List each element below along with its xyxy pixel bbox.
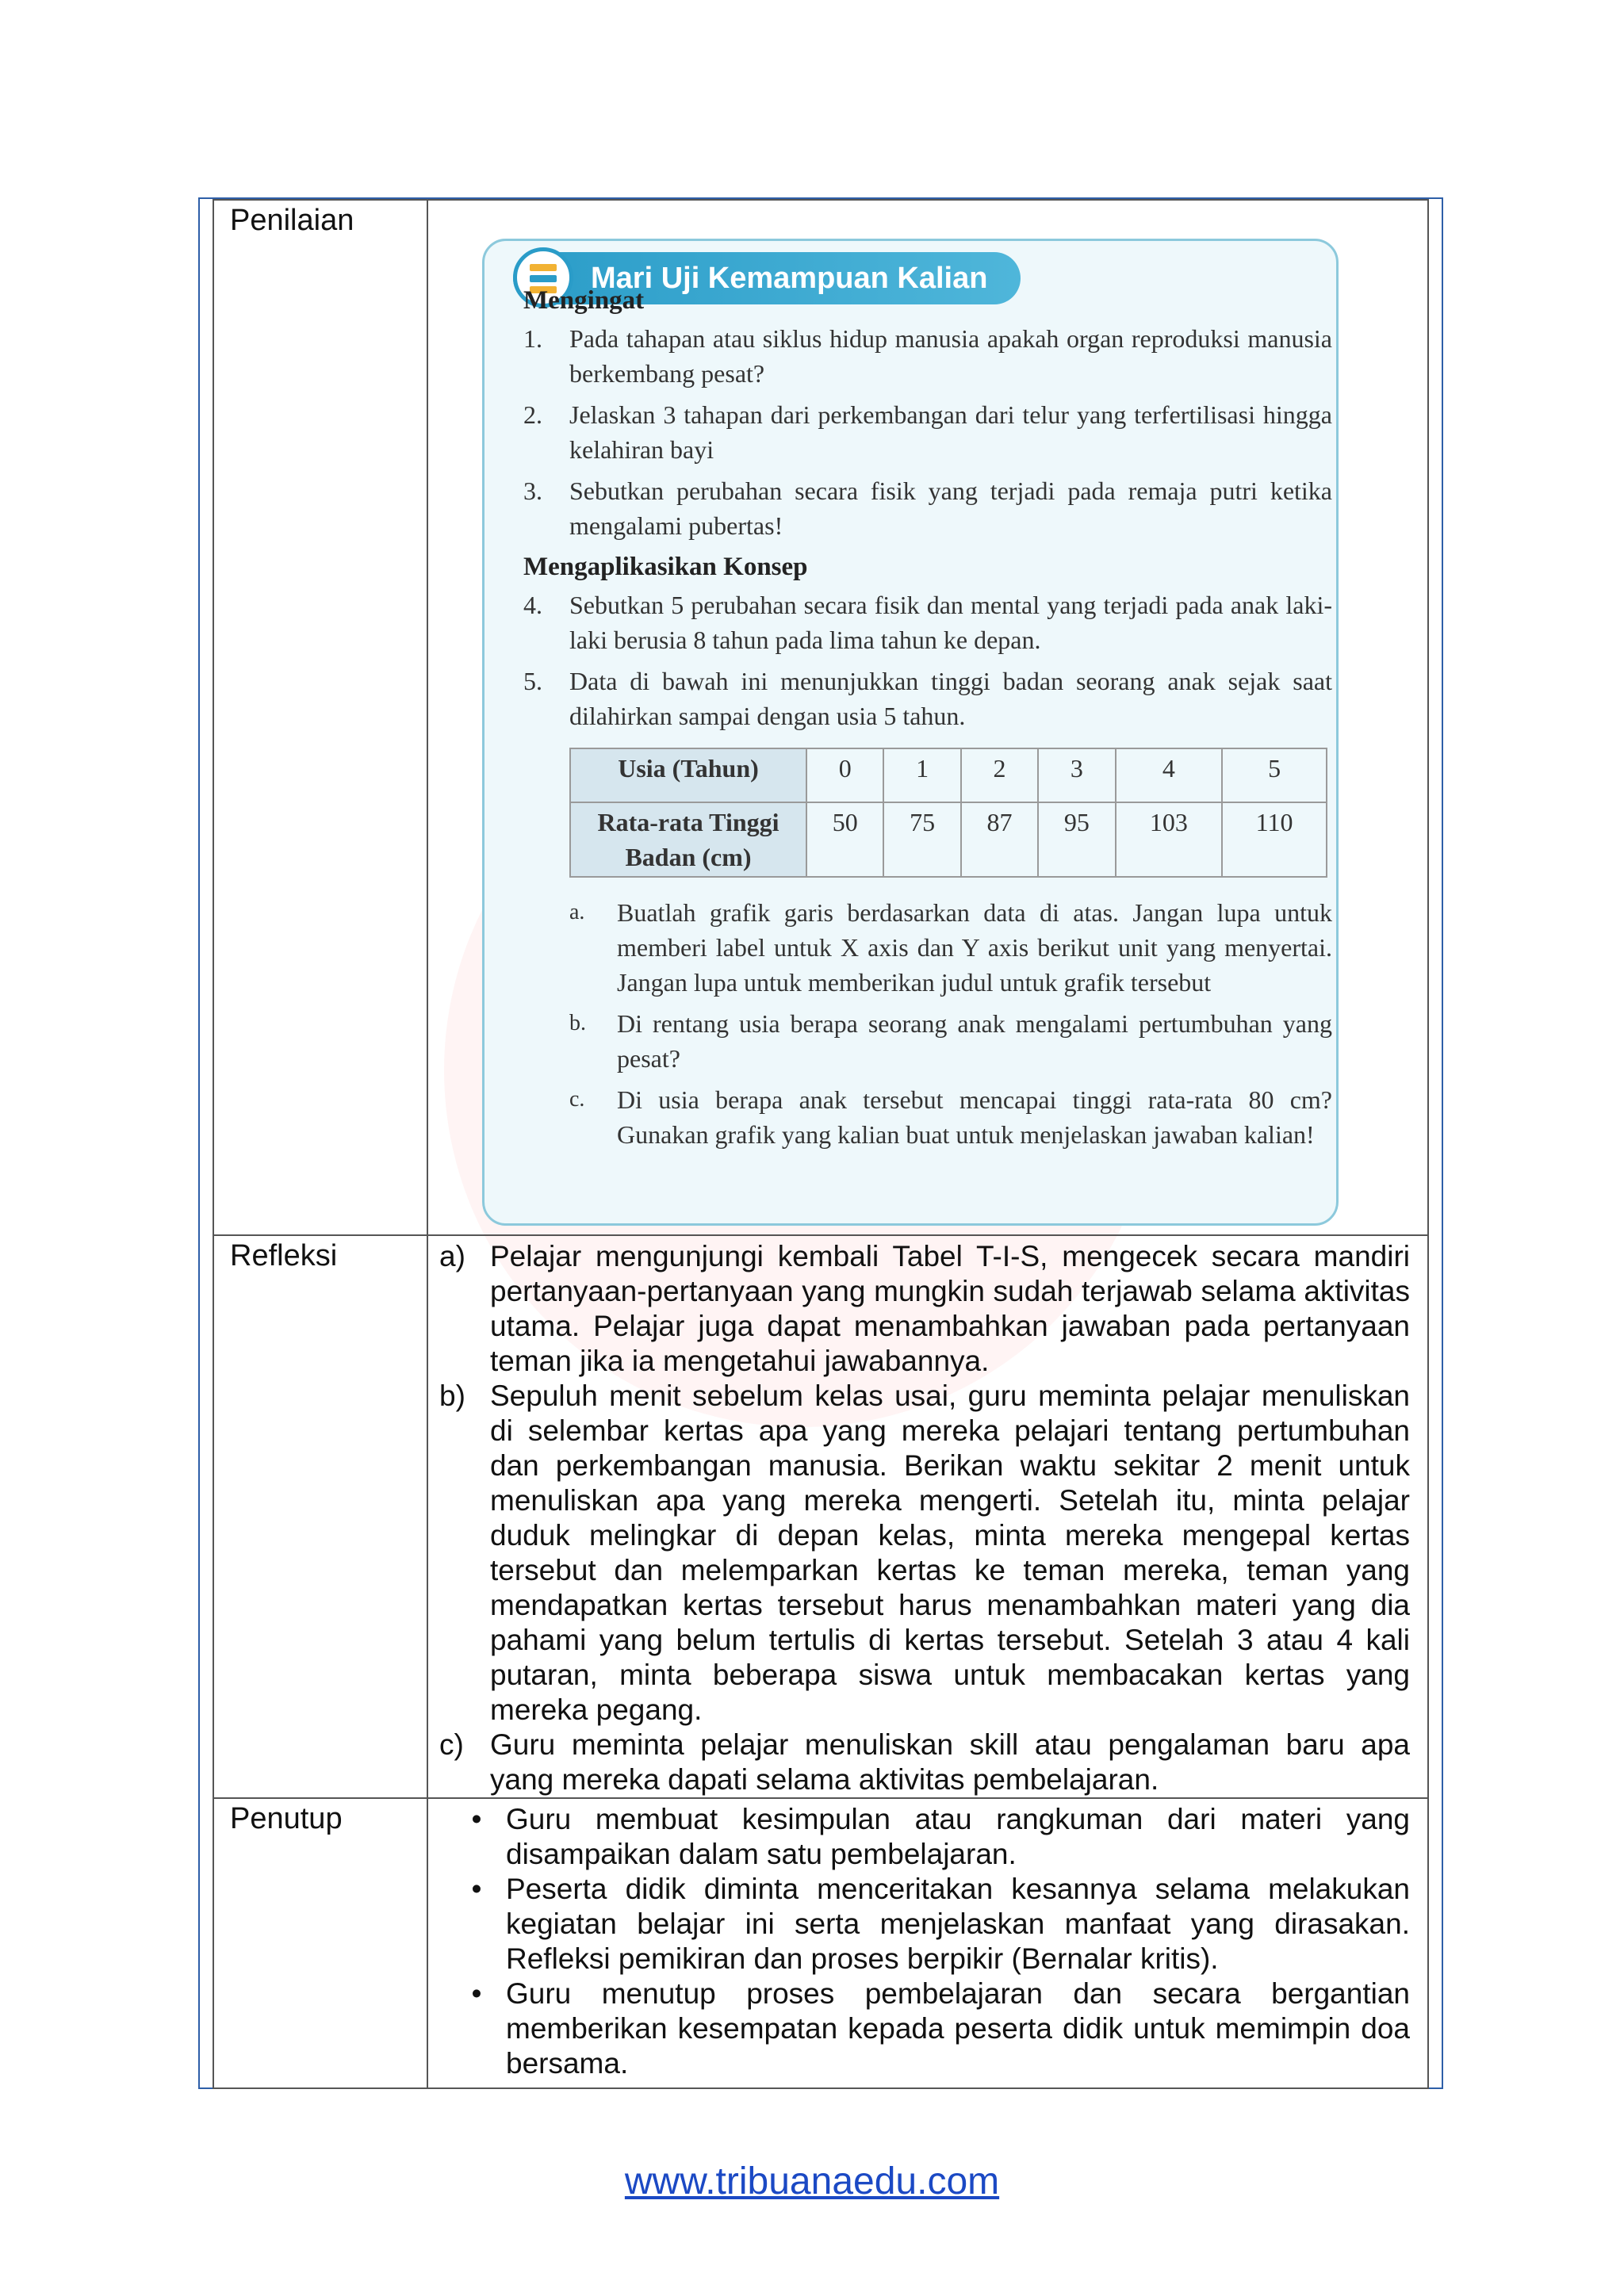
row-penilaian [213, 200, 1428, 1235]
question-2 [523, 397, 1332, 467]
bullet-icon: • [471, 1873, 482, 1905]
table-cell: 50 [806, 802, 883, 877]
question-text: Data di bawah ini menunjukkan tinggi badan seorang anak sejak saat dilahirkan sampai dengan usia 5 tahun. [569, 667, 1332, 730]
question-1 [523, 321, 1332, 391]
item-text: Sepuluh menit sebelum kelas usai, guru meminta pelajar menuliskan di selembar kertas apa yang mereka pelajari tentang pertumbuhan dan perkembangan manusia. Berikan waktu sekitar 2 menit untuk menuliskan apa yang mereka mengerti. Setelah itu, minta pelajar duduk melingkar di depan kelas, minta mereka mengepal kertas tersebut dan melemparkan kertas ke teman mereka, teman yang mendapatkan kertas tersebut harus menambahkan materi yang dia pahami yang belum tertulis di kertas tersebut. Setelah 3 atau 4 kali putaran, minta beberapa siswa untuk membacakan kertas yang mereka pegang. [490, 1380, 1410, 1726]
table-header-height: Rata-rata Tinggi Badan (cm) [570, 802, 806, 877]
question-text: Sebutkan 5 perubahan secara fisik dan mental yang terjadi pada anak laki-laki berusia 8 tahun pada lima tahun ke depan. [569, 591, 1332, 654]
list-item [439, 1802, 1410, 1872]
label-refleksi: Refleksi [213, 1235, 427, 1798]
quiz-title-text: Mari Uji Kemampuan Kalian [591, 262, 988, 295]
table-cell: 4 [1116, 748, 1223, 802]
footer [0, 2160, 1624, 2203]
question-3 [523, 473, 1332, 543]
item-text: Guru menutup proses pembelajaran dan secara bergantian memberikan kesempatan kepada peserta didik untuk memimpin doa bersama. [506, 1977, 1410, 2080]
table-cell: 0 [806, 748, 883, 802]
table-header-age: Usia (Tahun) [570, 748, 806, 802]
label-penutup: Penutup [213, 1798, 427, 2088]
table-cell: 110 [1222, 802, 1327, 877]
subquestion-b [569, 1006, 1332, 1076]
list-item [439, 1379, 1410, 1728]
subquestion-letter: c. [569, 1087, 585, 1112]
label-penilaian: Penilaian [213, 200, 427, 1235]
subquestion-text: Buatlah grafik garis berdasarkan data di atas. Jangan lupa untuk memberi label untuk X axis dan Y axis berikut unit yang menyertai. Jangan lupa untuk memberikan judul untuk grafik tersebut [617, 898, 1332, 997]
lesson-table [213, 199, 1429, 2089]
section-heading-mengingat: Mengingat [523, 286, 645, 315]
item-text: Guru membuat kesimpulan atau rangkuman dari materi yang disampaikan dalam satu pembelajaran. [506, 1803, 1410, 1870]
row-penutup [213, 1798, 1428, 2088]
cell-penutup [427, 1798, 1428, 2088]
table-cell: 1 [883, 748, 960, 802]
subquestion-letter: a. [569, 900, 585, 924]
question-4 [523, 587, 1332, 657]
question-5 [523, 664, 1332, 733]
section-heading-konsep: Mengaplikasikan Konsep [523, 553, 808, 581]
bullet-icon: • [471, 1977, 482, 2010]
bullet-icon: • [471, 1803, 482, 1835]
table-cell: 87 [961, 802, 1038, 877]
cell-refleksi [427, 1235, 1428, 1798]
item-marker: b) [439, 1380, 465, 1412]
subquestion-a [569, 895, 1332, 1000]
table-cell: 5 [1222, 748, 1327, 802]
quiz-content [523, 277, 1332, 1158]
list-item [439, 1872, 1410, 1976]
cell-penilaian [427, 200, 1428, 1235]
refleksi-list [428, 1236, 1427, 1797]
table-cell: 75 [883, 802, 960, 877]
list-item [439, 1976, 1410, 2081]
subquestion-text: Di rentang usia berapa seorang anak mengalami pertumbuhan yang pesat? [617, 1009, 1332, 1073]
list-item [439, 1239, 1410, 1379]
penutup-list [428, 1799, 1427, 2081]
item-text: Pelajar mengunjungi kembali Tabel T-I-S, mengecek secara mandiri pertanyaan-pertanyaan yang mungkin sudah terjawab selama aktivitas utama. Pelajar juga dapat menambahkan jawaban pada pertanyaan teman jika ia mengetahui jawabannya. [490, 1240, 1410, 1377]
table-row [570, 748, 1327, 802]
item-text: Guru meminta pelajar menuliskan skill atau pengalaman baru apa yang mereka dapati selama aktivitas pembelajaran. [490, 1728, 1410, 1796]
list-item [439, 1728, 1410, 1797]
height-data-table [569, 748, 1327, 878]
subquestion-letter: b. [569, 1011, 586, 1035]
question-number: 2. [523, 400, 542, 429]
table-cell: 103 [1116, 802, 1223, 877]
question-number: 4. [523, 591, 542, 619]
item-marker: a) [439, 1240, 465, 1272]
question-text: Jelaskan 3 tahapan dari perkembangan dari telur yang terfertilisasi hingga kelahiran bayi [569, 400, 1332, 464]
subquestion-c [569, 1082, 1332, 1152]
table-row [570, 802, 1327, 877]
item-text: Peserta didik diminta menceritakan kesannya selama melakukan kegiatan belajar ini serta menjelaskan manfaat yang dirasakan. Refleksi pemikiran dan proses berpikir (Bernalar kritis). [506, 1873, 1410, 1975]
question-text: Pada tahapan atau siklus hidup manusia apakah organ reproduksi manusia berkembang pesat? [569, 324, 1332, 388]
item-marker: c) [439, 1728, 464, 1761]
question-text: Sebutkan perubahan secara fisik yang terjadi pada remaja putri ketika mengalami pubertas! [569, 476, 1332, 540]
table-cell: 3 [1038, 748, 1115, 802]
question-number: 3. [523, 476, 542, 505]
question-number: 5. [523, 667, 542, 695]
question-number: 1. [523, 324, 542, 353]
row-refleksi [213, 1235, 1428, 1798]
footer-link[interactable]: www.tribuanaedu.com [624, 2160, 1000, 2202]
table-cell: 95 [1038, 802, 1115, 877]
subquestion-text: Di usia berapa anak tersebut mencapai tinggi rata-rata 80 cm? Gunakan grafik yang kalian buat untuk menjelaskan jawaban kalian! [617, 1085, 1332, 1149]
table-cell: 2 [961, 748, 1038, 802]
